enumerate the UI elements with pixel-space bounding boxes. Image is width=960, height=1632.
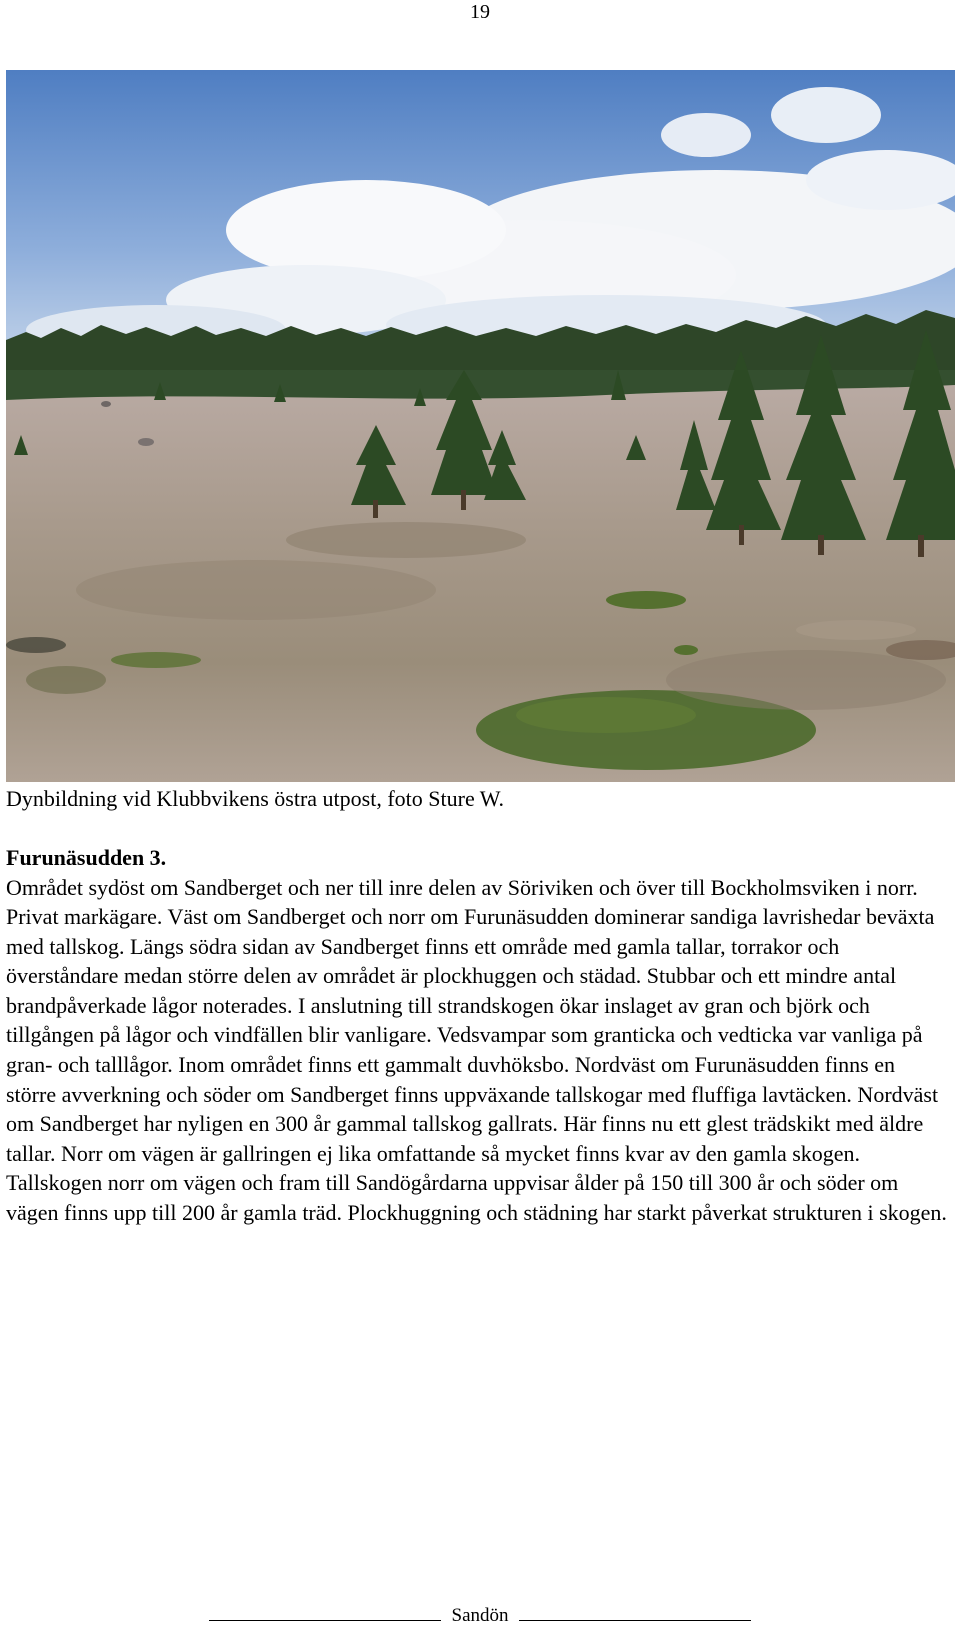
figure-caption: Dynbildning vid Klubbvikens östra utpost, foto Sture W.	[6, 786, 505, 811]
footer-rule-left	[209, 1606, 441, 1621]
section-body: Området sydöst om Sandberget och ner till inre delen av Söriviken och över till Bockholmsviken i norr. Privat markägare. Väst om Sandberget och norr om Furunäsudden dominerar sandiga lavrishedar beväxta med tallskog. Längs södra sidan av Sandberget finns ett område med gamla tallar, torrakor och överståndare medan större delen av området är plockhuggen och städad. Stubbar och ett mindre antal brandpåverkade lågor noterades. I anslutning till strandskogen ökar inslaget av gran och björk och tillgången på lågor och vindfällen blir vanligare. Vedsvampar som granticka och vedticka var vanliga på gran- och talllågor. Inom området finns ett gammalt duvhöksbo. Nordväst om Furunäsudden finns en större avverkning och söder om Sandberget finns uppväxande tallskogar med fluffiga lavtäcken. Nordväst om Sandberget har nyligen en 300 år gammal tallskog gallrats. Här finns nu ett glest trädskikt med äldre tallar. Norr om vägen är gallringen ej lika omfattande så mycket finns kvar av den gamla skogen. Tallskogen norr om vägen och fram till Sandögårdarna uppvisar ålder på 150 till 300 år och söder om vägen finns upp till 200 år gamla träd. Plockhuggning och städning har starkt påverkat strukturen i skogen.	[6, 874, 947, 1226]
page-number: 19	[470, 1, 490, 23]
section-furunasudden	[6, 843, 950, 1228]
footer-label: Sandön	[451, 1605, 509, 1626]
footer-rule-right	[519, 1606, 751, 1621]
landscape-photo	[6, 70, 955, 782]
rock	[138, 438, 154, 446]
section-heading: Furunäsudden 3.	[6, 845, 167, 870]
page-footer	[0, 1604, 960, 1628]
